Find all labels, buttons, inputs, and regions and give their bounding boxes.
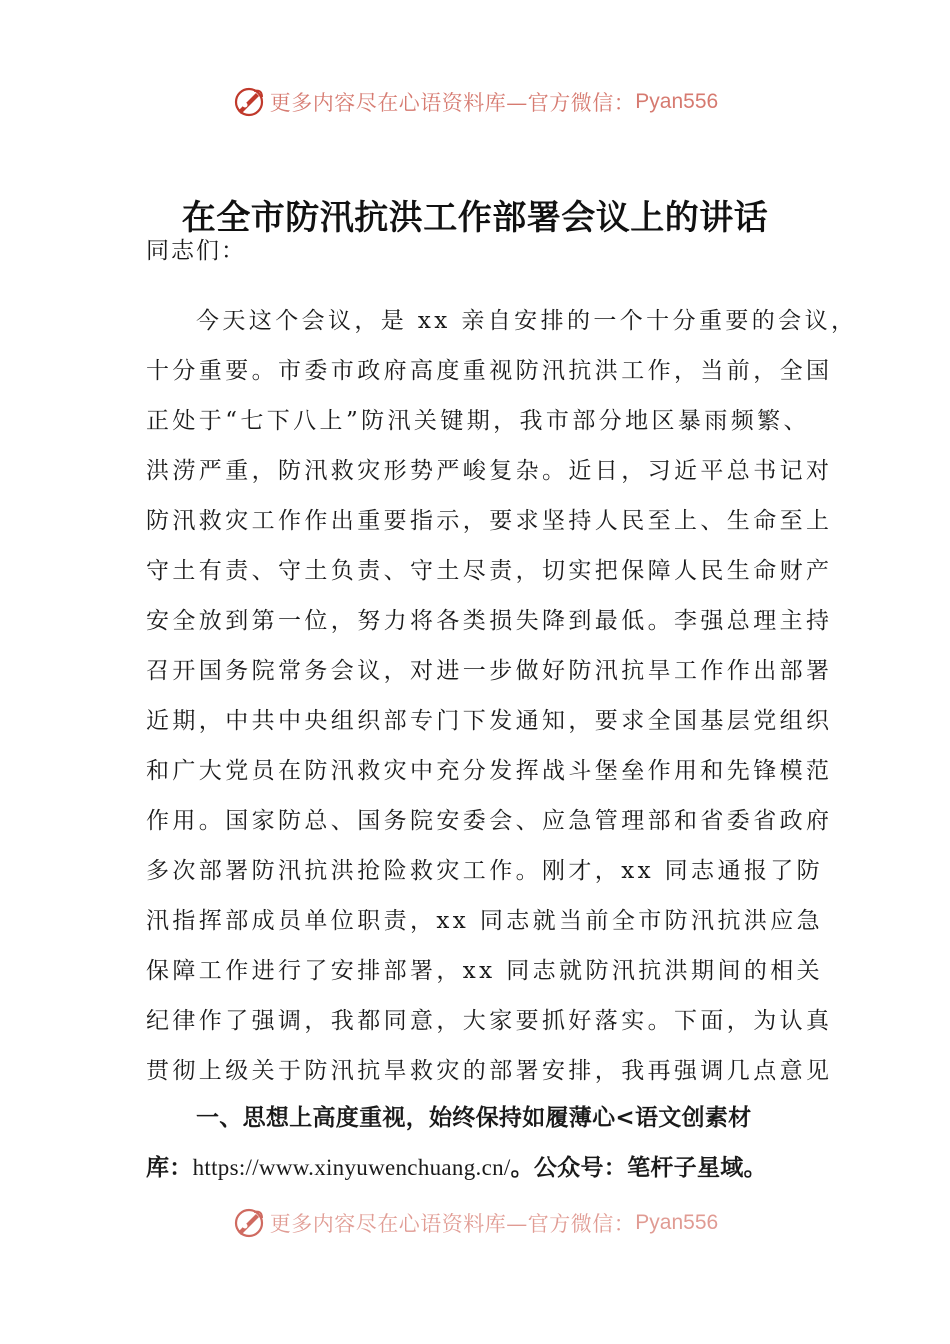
- header-banner: [0, 82, 950, 122]
- paragraph-line: 多次部署防汛抗洪抢险救灾工作。刚才，xx 同志通报了防: [146, 858, 824, 884]
- paragraph-line: 今天这个会议，是 xx 亲自安排的一个十分重要的会议，: [196, 308, 858, 334]
- section-heading-line: [146, 1143, 826, 1193]
- paragraph-line: 纪律作了强调，我都同意，大家要抓好落实。下面，为认真: [146, 1008, 833, 1034]
- banner-text: 更多内容尽在心语资料库—官方微信：: [269, 1212, 636, 1236]
- paragraph-line: 汛指挥部成员单位职责，xx 同志就当前全市防汛抗洪应急: [146, 908, 824, 934]
- paragraph-line: 安全放到第一位，努力将各类损失降到最低。李强总理主持: [146, 608, 833, 634]
- paragraph-line: 正处于“七下八上”防汛关键期，我市部分地区暴雨频繁、: [146, 408, 810, 434]
- heading-prefix: 库：: [146, 1155, 193, 1181]
- heading-suffix: 。公众号：笔杆子星域。: [510, 1155, 767, 1181]
- paragraph-line: 防汛救灾工作作出重要指示，要求坚持人民至上、生命至上: [146, 508, 833, 534]
- section-heading: [146, 1093, 826, 1193]
- paragraph-line: 召开国务院常务会议，对进一步做好防汛抗旱工作作出部署: [146, 658, 833, 684]
- paragraph-line: 守土有责、守土负责、守土尽责，切实把保障人民生命财产: [146, 558, 833, 584]
- banner-wechat-id: Pyan556: [635, 1211, 719, 1234]
- document-title: 在全市防汛抗洪工作部署会议上的讲话: [181, 198, 769, 238]
- banner-text: 更多内容尽在心语资料库—官方微信：: [269, 91, 636, 115]
- paragraph-line: 和广大党员在防汛救灾中充分发挥战斗堡垒作用和先锋模范: [146, 758, 833, 784]
- paragraph-line: 贯彻上级关于防汛抗旱救灾的部署安排，我再强调几点意见: [146, 1058, 833, 1084]
- greeting: 同志们：: [146, 238, 246, 264]
- paragraph-line: 洪涝严重，防汛救灾形势严峻复杂。近日，习近平总书记对: [146, 458, 833, 484]
- paragraph-line: 保障工作进行了安排部署，xx 同志就防汛抗洪期间的相关: [146, 958, 824, 984]
- body-paragraph: [146, 296, 858, 1096]
- pen-nib-logo-icon: [232, 85, 266, 119]
- pen-nib-logo-icon: [232, 1206, 266, 1240]
- section-heading-line: 一、思想上高度重视，始终保持如履薄心<语文创素材: [196, 1105, 752, 1131]
- footer-banner: [0, 1203, 950, 1243]
- banner-wechat-id: Pyan556: [635, 90, 719, 113]
- source-url-link[interactable]: https://www.xinyuwenchuang.cn/: [192, 1155, 511, 1180]
- paragraph-line: 近期，中共中央组织部专门下发通知，要求全国基层党组织: [146, 708, 833, 734]
- paragraph-line: 十分重要。市委市政府高度重视防汛抗洪工作，当前，全国: [146, 358, 833, 384]
- paragraph-line: 作用。国家防总、国务院安委会、应急管理部和省委省政府: [146, 808, 833, 834]
